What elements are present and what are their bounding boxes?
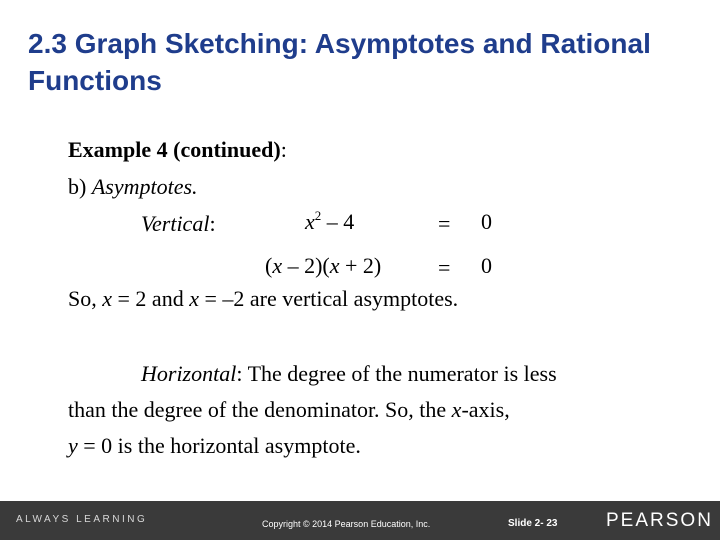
example-heading-colon: :	[280, 137, 287, 162]
slide-title: 2.3 Graph Sketching: Asymptotes and Rational Functions	[28, 28, 651, 96]
conclusion-text-2: = 2 and	[112, 286, 190, 311]
horizontal-label: Horizontal	[141, 361, 237, 386]
horizontal-text-1: : The degree of the numerator is less	[236, 361, 557, 386]
equation-1-lhs	[305, 209, 354, 235]
eq1-rest: – 4	[321, 209, 355, 234]
horizontal-line-3	[68, 433, 361, 459]
example-heading-line	[68, 137, 287, 163]
footer-bar	[0, 501, 720, 540]
vertical-conclusion	[68, 286, 458, 312]
horizontal-var-y: y	[68, 433, 78, 458]
pearson-logo: PEARSON	[606, 510, 713, 531]
vertical-label-line	[141, 211, 216, 237]
eq1-var: x	[305, 209, 315, 234]
conclusion-text-3: = –2 are vertical asymptotes.	[198, 286, 459, 311]
horizontal-line-2	[68, 397, 510, 423]
footer-copyright: Copyright © 2014 Pearson Education, Inc.	[262, 519, 431, 529]
equation-1-rhs: 0	[481, 209, 492, 234]
horizontal-line-1	[141, 361, 557, 387]
eq2-open-paren: (	[265, 253, 273, 278]
horizontal-text-3: = 0 is the horizontal asymptote.	[77, 433, 361, 458]
slide-number: Slide 2- 23	[508, 518, 558, 529]
part-b-line	[68, 174, 198, 200]
vertical-label: Vertical	[141, 211, 210, 236]
equation-2-rhs: 0	[481, 253, 492, 278]
eq2-factor-1: – 2)(	[282, 253, 330, 278]
equation-2-lhs	[265, 253, 381, 279]
part-text: Asymptotes.	[91, 174, 198, 199]
horizontal-text-2a: than the degree of the denominator. So, the	[68, 397, 452, 422]
eq2-var-2: x	[329, 253, 340, 278]
footer-tagline: ALWAYS LEARNING	[16, 514, 148, 525]
equation-2-equals: =	[438, 255, 451, 280]
conclusion-var-2: x	[189, 286, 199, 311]
part-label: b)	[68, 174, 92, 199]
conclusion-text-1: So,	[68, 286, 103, 311]
conclusion-var-1: x	[102, 286, 113, 311]
eq2-factor-2: + 2)	[339, 253, 382, 278]
horizontal-var-x: x	[451, 397, 462, 422]
eq1-exponent: 2	[314, 208, 322, 223]
horizontal-text-2b: -axis,	[461, 397, 510, 422]
eq2-var-1: x	[272, 253, 283, 278]
vertical-colon: :	[209, 211, 216, 236]
equation-1-equals: =	[438, 211, 451, 236]
example-heading: Example 4 (continued)	[68, 137, 281, 162]
